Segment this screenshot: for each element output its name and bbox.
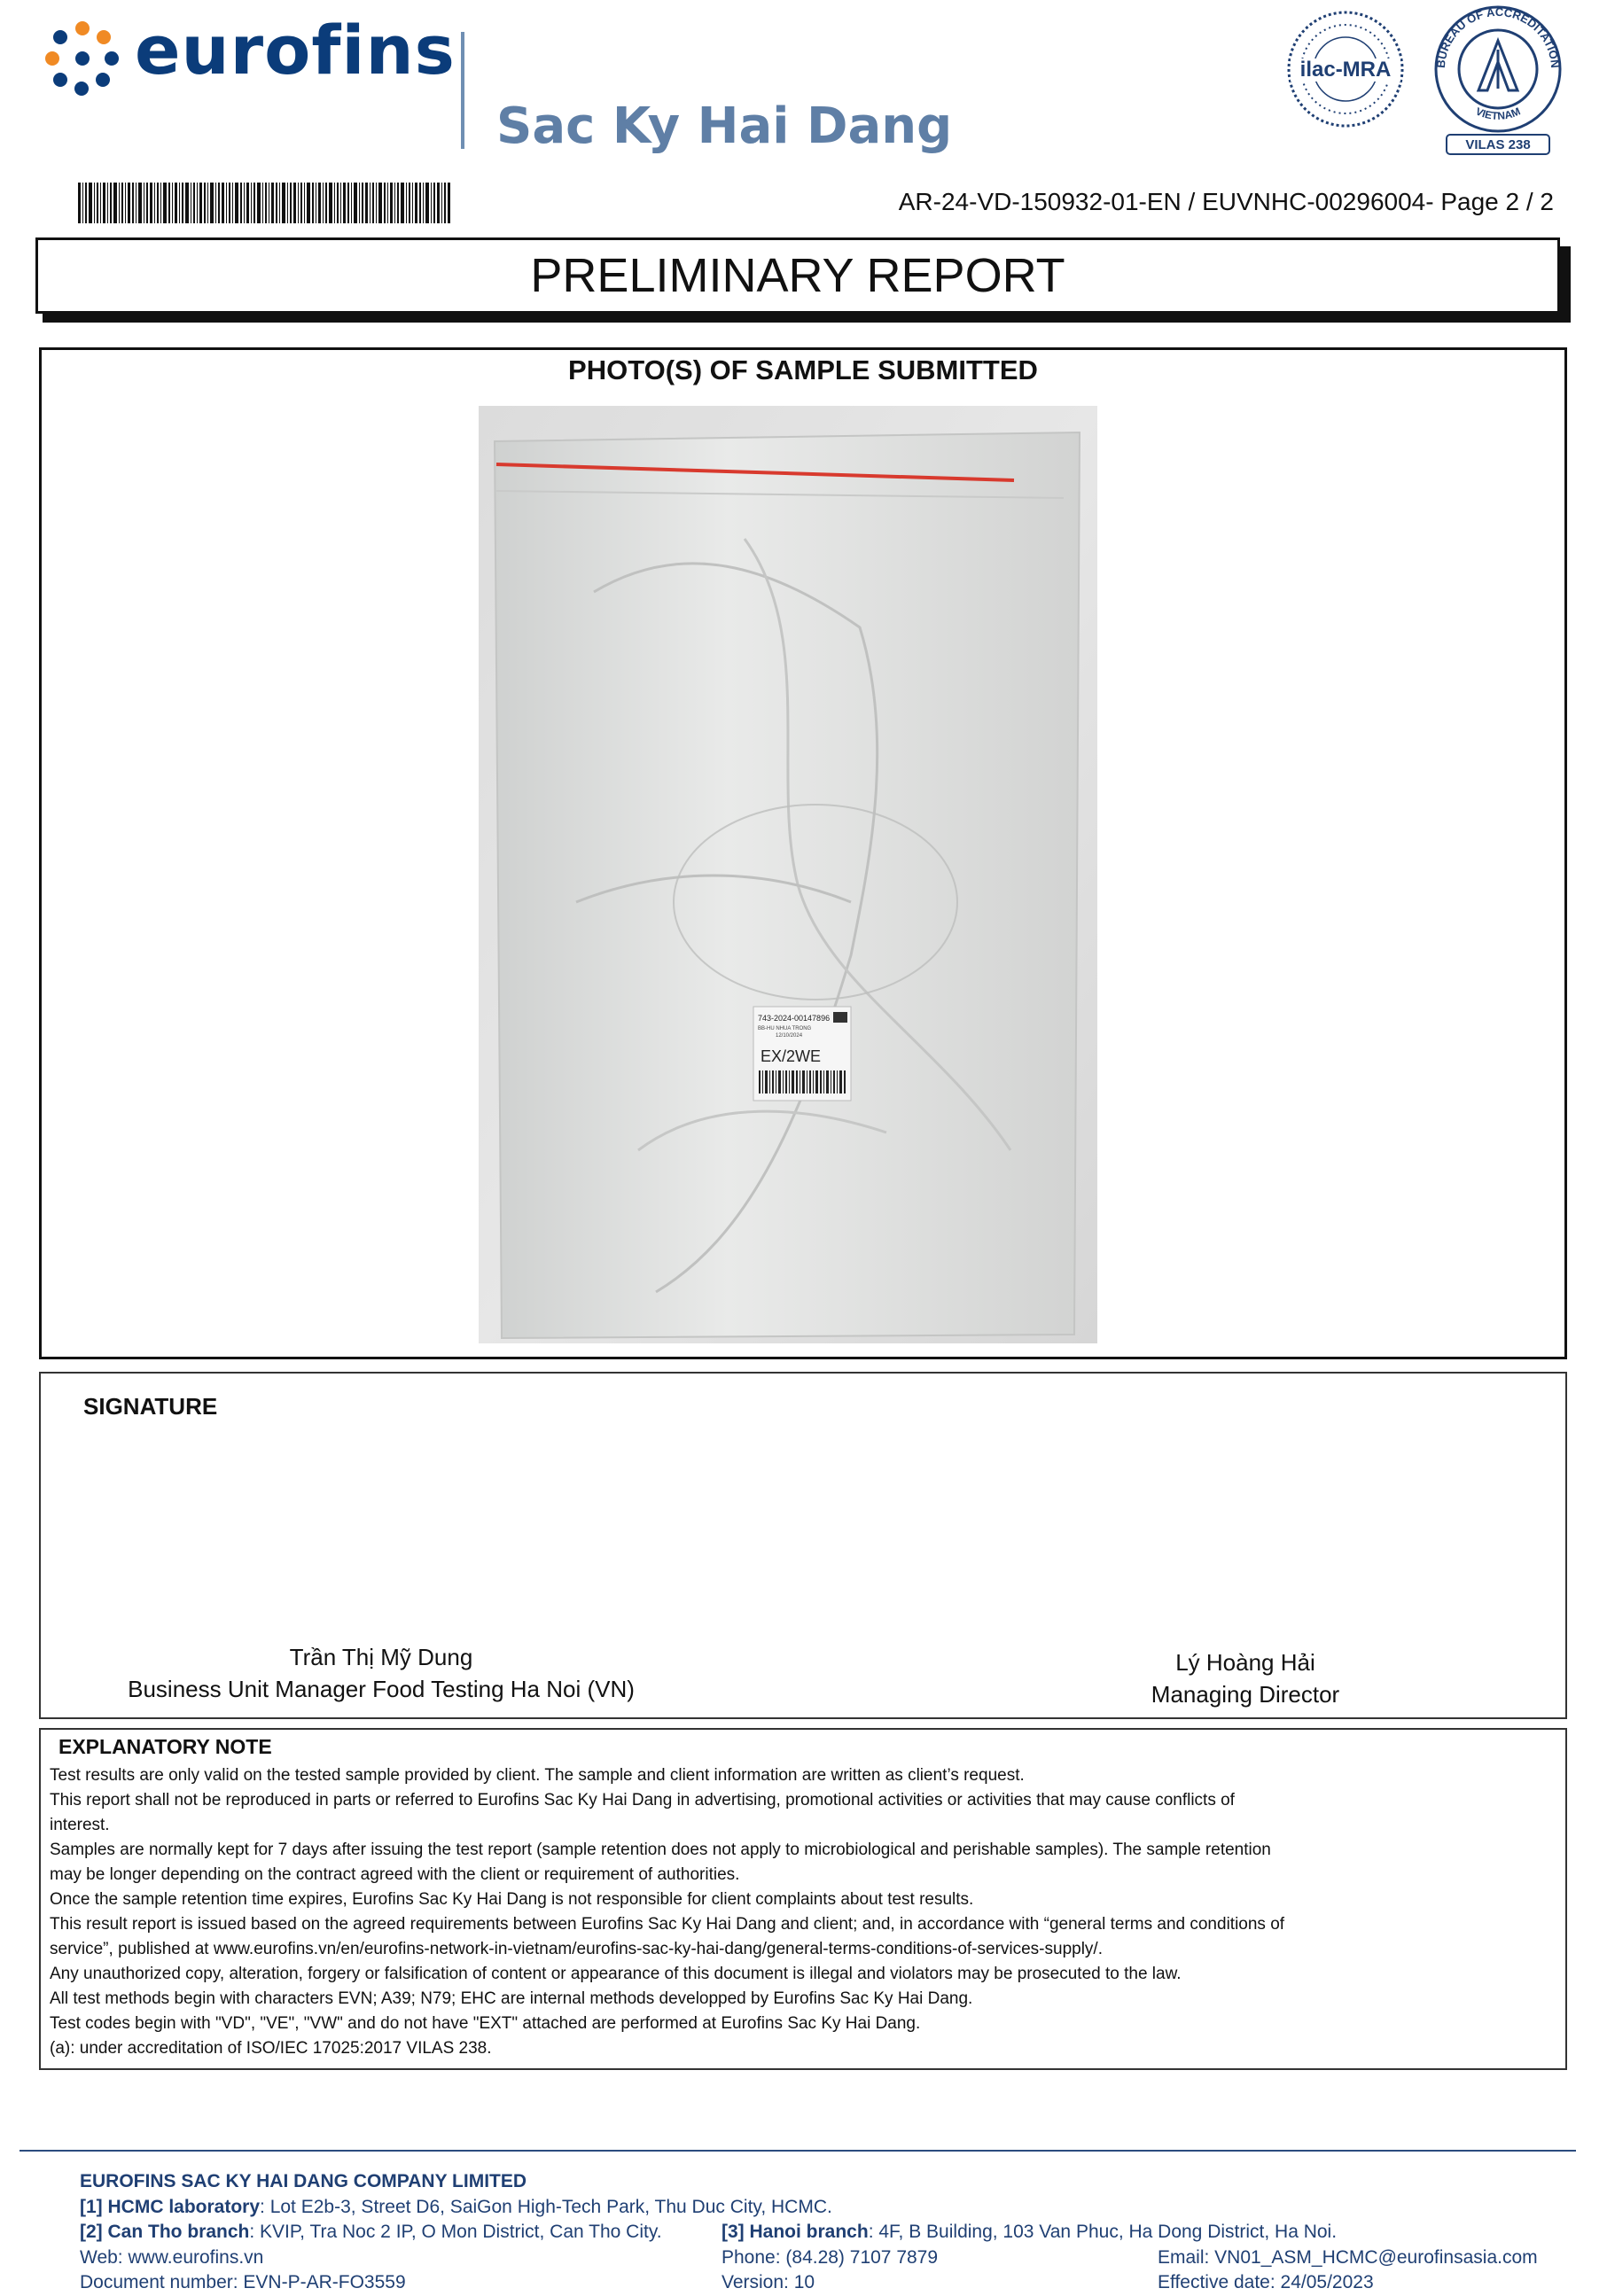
- footer-document-number: Document number: EVN-P-AR-FO3559: [80, 2272, 406, 2292]
- footer-phone: Phone: (84.28) 7107 7879: [722, 2246, 939, 2268]
- report-title-box: [35, 237, 1560, 314]
- note-line: interest.: [50, 1816, 110, 1834]
- eurofins-logo-icon: [43, 18, 122, 97]
- signatory-right-name: Lý Hoàng Hải: [1175, 1649, 1315, 1676]
- footer: [80, 2169, 1587, 2296]
- svg-text:VIETNAM: VIETNAM: [1473, 105, 1523, 122]
- signatory-left: [124, 1641, 638, 1705]
- sample-label: [753, 1007, 851, 1101]
- signatory-right: [1073, 1646, 1418, 1710]
- logo-divider: [461, 32, 464, 149]
- document-barcode: [78, 183, 450, 223]
- signatory-left-title: Business Unit Manager Food Testing Ha Noi (VN): [128, 1676, 635, 1702]
- footer-hcmc-address: : Lot E2b-3, Street D6, SaiGon High-Tech Park, Thu Duc City, HCMC.: [260, 2196, 832, 2217]
- svg-text:EX/2WE: EX/2WE: [761, 1047, 822, 1065]
- subbrand-name: Sac Ky Hai Dang: [496, 97, 953, 155]
- footer-web: Web: www.eurofins.vn: [80, 2246, 264, 2268]
- signatory-right-title: Managing Director: [1151, 1681, 1340, 1708]
- report-reference: AR-24-VD-150932-01-EN / EUVNHC-00296004- Page 2 / 2: [898, 188, 1554, 215]
- footer-company-name: EUROFINS SAC KY HAI DANG COMPANY LIMITED: [80, 2171, 527, 2191]
- svg-text:BB-HU NHUA TRONG: BB-HU NHUA TRONG: [758, 1026, 812, 1031]
- svg-text:BUREAU OF ACCREDITATION: BUREAU OF ACCREDITATION: [1433, 4, 1563, 69]
- note-line: Test codes begin with "VD", "VE", "VW" and do not have "EXT" attached are performed at Eurofins Sac Ky Hai Dang.: [50, 2014, 921, 2033]
- footer-hcmc-label: [1] HCMC laboratory: [80, 2196, 261, 2217]
- note-line: Once the sample retention time expires, Eurofins Sac Ky Hai Dang is not responsible for client complaints about test results.: [50, 1890, 974, 1909]
- explanatory-note-text: [50, 1763, 1539, 2061]
- photo-section-heading: PHOTO(S) OF SAMPLE SUBMITTED: [568, 354, 1038, 385]
- footer-effective-date: Effective date: 24/05/2023: [1158, 2272, 1374, 2292]
- footer-hcmc-laboratory: [80, 2195, 1587, 2221]
- signatory-left-name: Trần Thị Mỹ Dung: [289, 1644, 473, 1670]
- svg-text:743-2024-00147896: 743-2024-00147896: [758, 1014, 831, 1023]
- signature-heading: SIGNATURE: [83, 1393, 218, 1420]
- note-line: This result report is issued based on the agreed requirements between Eurofins Sac Ky Hai Dang and client; and, in accordance with “general terms and conditions of: [50, 1915, 1285, 1934]
- footer-cantho-address: : KVIP, Tra Noc 2 IP, O Mon District, Can Tho City.: [249, 2222, 662, 2242]
- brand-name: eurofins: [135, 11, 456, 90]
- sample-photo: [479, 406, 1097, 1343]
- note-line: Samples are normally kept for 7 days after issuing the test report (sample retention does not apply to microbiological and perishable samples). The sample retention: [50, 1841, 1271, 1859]
- note-line: may be longer depending on the contract agreed with the client or requirement of authorities.: [50, 1865, 740, 1884]
- note-line: Any unauthorized copy, alteration, forgery or falsification of content or appearance of this document is illegal and violators may be prosecuted to the law.: [50, 1965, 1182, 1983]
- svg-text:VILAS 238: VILAS 238: [1465, 137, 1531, 152]
- svg-text:ilac-MRA: ilac-MRA: [1299, 58, 1392, 82]
- note-line: service”, published at www.eurofins.vn/en/eurofins-network-in-vietnam/eurofins-sac-ky-hai-dang/general-terms-conditions-of-services-supply/.: [50, 1940, 1103, 1958]
- footer-hanoi-label: [3] Hanoi branch: [722, 2222, 869, 2242]
- ilac-mra-logo-icon: [1285, 9, 1406, 129]
- footer-branches: [80, 2220, 1587, 2245]
- footer-divider: [20, 2150, 1576, 2152]
- footer-hanoi-address: : 4F, B Building, 103 Van Phuc, Ha Dong District, Ha Noi.: [868, 2222, 1338, 2242]
- footer-contacts: [80, 2245, 1587, 2271]
- note-line: This report shall not be reproduced in parts or referred to Eurofins Sac Ky Hai Dang in advertising, promotional activities or activities that may cause conflicts of: [50, 1791, 1235, 1810]
- explanatory-note-heading: EXPLANATORY NOTE: [59, 1735, 272, 1758]
- footer-cantho-label: [2] Can Tho branch: [80, 2222, 250, 2242]
- note-line: All test methods begin with characters EVN; A39; N79; EHC are internal methods developped by Eurofins Sac Ky Hai Dang.: [50, 1989, 973, 2008]
- svg-text:12/10/2024: 12/10/2024: [776, 1033, 803, 1039]
- bureau-of-accreditation-logo-icon: [1432, 4, 1564, 156]
- note-line: (a): under accreditation of ISO/IEC 17025:2017 VILAS 238.: [50, 2039, 492, 2058]
- footer-version: Version: 10: [722, 2272, 815, 2292]
- footer-email: Email: VN01_ASM_HCMC@eurofinsasia.com: [1158, 2246, 1538, 2268]
- report-title: PRELIMINARY REPORT: [530, 249, 1065, 302]
- note-line: Test results are only valid on the tested sample provided by client. The sample and client information are written as client’s request.: [50, 1766, 1025, 1785]
- footer-document-info: [80, 2270, 1587, 2296]
